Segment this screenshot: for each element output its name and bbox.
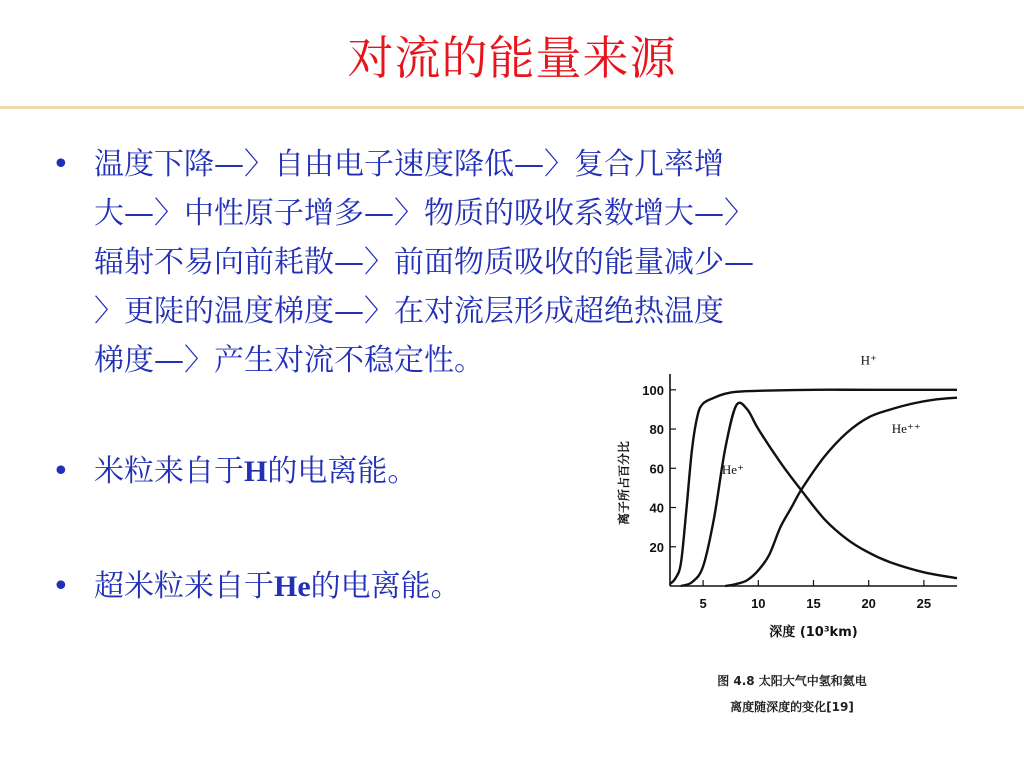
bullet-item-convection-mechanism <box>52 140 982 385</box>
bullet-icon: • <box>52 454 70 489</box>
bullet-text-suffix: 的电离能。 <box>310 569 461 604</box>
page-title: 对流的能量来源 <box>347 31 677 85</box>
bullet-text <box>94 562 612 611</box>
bullet-item-granulation <box>52 447 612 496</box>
bullet-icon: • <box>52 569 70 604</box>
series-label-h-plus: H⁺ <box>860 352 877 368</box>
x-tick-label: 10 <box>751 596 766 611</box>
bullet-text-line: 大—〉中性原子增多—〉物质的吸收系数增大—〉 <box>94 196 754 231</box>
x-axis-label: 深度 (10³km) <box>769 625 858 640</box>
series-label-he-plus: He⁺ <box>721 462 744 478</box>
bullet-text-suffix: 的电离能。 <box>267 454 418 489</box>
y-tick-label: 20 <box>649 539 664 555</box>
figure-caption-line-2: 离度随深度的变化[19] <box>730 700 854 714</box>
y-axis-label: 离子所占百分比 <box>617 440 631 526</box>
y-tick-label: 60 <box>649 461 664 477</box>
bullet-text-line: 梯度—〉产生对流不稳定性。 <box>94 343 484 378</box>
bullet-text-prefix: 米粒来自于 <box>94 454 244 489</box>
bullet-text-line: 辐射不易向前耗散—〉前面物质吸收的能量减少— <box>94 245 754 280</box>
ionization-figure <box>612 352 972 732</box>
x-tick-label: 25 <box>916 596 932 611</box>
series-line-h-plus <box>670 390 957 584</box>
x-tick-label: 20 <box>861 596 876 611</box>
bullet-text <box>94 140 982 385</box>
bullet-text-line: 温度下降—〉自由电子速度降低—〉复合几率增 <box>94 147 724 182</box>
y-tick-label: 40 <box>649 500 664 516</box>
element-symbol-he: He <box>274 570 311 603</box>
x-tick-label: 15 <box>806 596 821 611</box>
x-tick-label: 5 <box>699 596 707 611</box>
bullet-text-line: 〉更陡的温度梯度—〉在对流层形成超绝热温度 <box>94 294 724 329</box>
bullet-text-prefix: 超米粒来自于 <box>94 569 274 604</box>
element-symbol-h: H <box>244 455 268 488</box>
bullet-icon: • <box>52 147 70 182</box>
y-tick-label: 80 <box>649 422 664 438</box>
bullet-item-supergranulation <box>52 562 612 611</box>
y-tick-label: 100 <box>642 382 664 398</box>
figure-caption-line-1: 图 4.8 太阳大气中氢和氦电 <box>717 674 867 688</box>
series-line-he-plus-plus <box>725 398 957 586</box>
title-divider <box>0 106 1024 109</box>
bullet-text <box>94 447 612 496</box>
series-label-he-plus-plus: He⁺⁺ <box>891 420 921 436</box>
ionization-chart <box>612 352 972 662</box>
